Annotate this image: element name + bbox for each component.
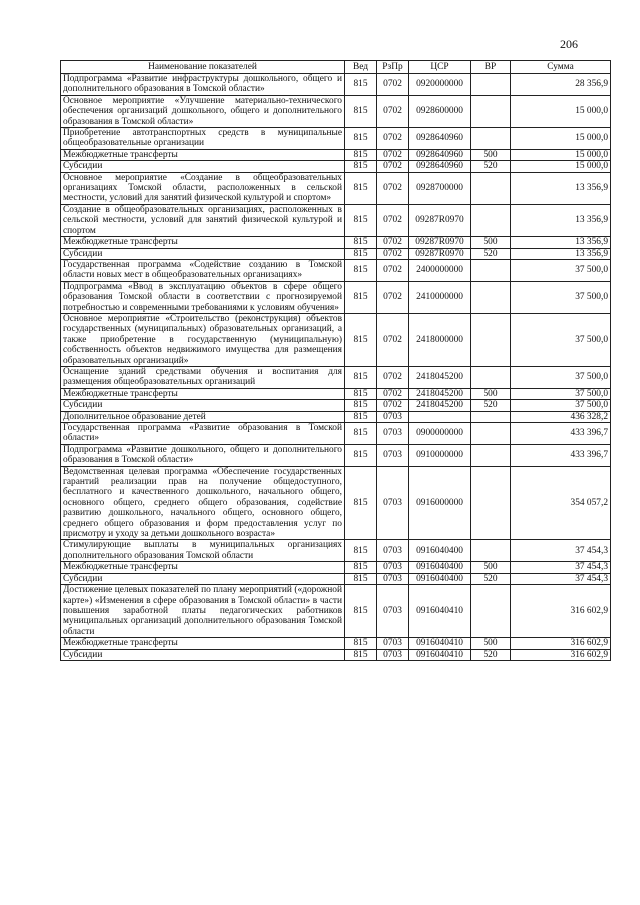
row-name: Субсидии xyxy=(61,161,345,172)
row-rzpr: 0703 xyxy=(377,562,409,573)
row-name: Основное мероприятие «Строительство (реконструкция) объектов государственных (муниципальных) образовательных организаций, а также приобретение в государственную (муниципальную) собственность объектов недвижимого имущества для размещения образовательных организаций» xyxy=(61,313,345,366)
row-rzpr: 0703 xyxy=(377,423,409,445)
row-ved: 815 xyxy=(345,237,377,248)
table-row xyxy=(61,248,611,259)
row-name: Межбюджетные трансферты xyxy=(61,388,345,399)
row-ved: 815 xyxy=(345,573,377,584)
row-name: Оснащение зданий средствами обучения и воспитания для размещения общеобразовательных организаций xyxy=(61,366,345,388)
row-sum: 436 328,2 xyxy=(511,411,611,422)
row-ved: 815 xyxy=(345,540,377,562)
row-sum: 37 500,0 xyxy=(511,400,611,411)
row-ved: 815 xyxy=(345,366,377,388)
row-sum: 316 602,9 xyxy=(511,649,611,660)
row-csr: 0928700000 xyxy=(409,172,471,204)
header-name: Наименование показателей xyxy=(61,61,345,74)
row-vr: 500 xyxy=(471,562,511,573)
row-name: Достижение целевых показателей по плану мероприятий («дорожной карте») «Изменения в сфере образования в Томской области» в части повышения заработной платы педагогических работников муниципальных организаций дополнительного образования Томской области xyxy=(61,585,345,638)
row-rzpr: 0702 xyxy=(377,149,409,160)
row-ved: 815 xyxy=(345,281,377,313)
header-row xyxy=(61,61,611,74)
row-vr xyxy=(471,204,511,236)
table-body xyxy=(61,74,611,661)
row-vr xyxy=(471,423,511,445)
row-ved: 815 xyxy=(345,444,377,466)
row-vr xyxy=(471,466,511,540)
row-name: Стимулирующие выплаты в муниципальных организациях дополнительного образования Томской области xyxy=(61,540,345,562)
row-rzpr: 0702 xyxy=(377,313,409,366)
row-sum: 37 500,0 xyxy=(511,313,611,366)
row-csr: 2418000000 xyxy=(409,313,471,366)
row-csr: 09287R0970 xyxy=(409,204,471,236)
row-csr: 0920000000 xyxy=(409,74,471,96)
row-sum: 316 602,9 xyxy=(511,585,611,638)
row-name: Межбюджетные трансферты xyxy=(61,237,345,248)
row-csr: 0916040410 xyxy=(409,585,471,638)
row-csr: 0916040410 xyxy=(409,649,471,660)
row-rzpr: 0702 xyxy=(377,95,409,127)
row-sum: 13 356,9 xyxy=(511,172,611,204)
row-rzpr: 0702 xyxy=(377,281,409,313)
row-csr: 2418045200 xyxy=(409,366,471,388)
row-rzpr: 0703 xyxy=(377,444,409,466)
row-vr xyxy=(471,540,511,562)
table-row xyxy=(61,259,611,281)
row-rzpr: 0702 xyxy=(377,161,409,172)
row-vr: 500 xyxy=(471,149,511,160)
row-sum: 316 602,9 xyxy=(511,638,611,649)
header-csr: ЦСР xyxy=(409,61,471,74)
row-ved: 815 xyxy=(345,400,377,411)
row-vr xyxy=(471,281,511,313)
row-ved: 815 xyxy=(345,388,377,399)
row-csr: 0900000000 xyxy=(409,423,471,445)
row-sum: 13 356,9 xyxy=(511,248,611,259)
row-sum: 433 396,7 xyxy=(511,444,611,466)
header-vr: ВР xyxy=(471,61,511,74)
row-vr: 520 xyxy=(471,400,511,411)
row-csr xyxy=(409,411,471,422)
table-row xyxy=(61,95,611,127)
row-ved: 815 xyxy=(345,172,377,204)
row-rzpr: 0702 xyxy=(377,128,409,150)
row-ved: 815 xyxy=(345,585,377,638)
row-rzpr: 0703 xyxy=(377,540,409,562)
row-ved: 815 xyxy=(345,149,377,160)
row-rzpr: 0703 xyxy=(377,585,409,638)
row-ved: 815 xyxy=(345,74,377,96)
table-row xyxy=(61,638,611,649)
row-vr: 520 xyxy=(471,161,511,172)
row-name: Основное мероприятие «Улучшение материально-технического обеспечения организаций дошкольного, общего и дополнительного образования в Томской области» xyxy=(61,95,345,127)
row-name: Государственная программа «Содействие созданию в Томской области новых мест в общеобразовательных организациях» xyxy=(61,259,345,281)
row-rzpr: 0703 xyxy=(377,638,409,649)
row-name: Субсидии xyxy=(61,573,345,584)
row-vr xyxy=(471,444,511,466)
row-rzpr: 0703 xyxy=(377,573,409,584)
row-vr: 500 xyxy=(471,237,511,248)
table-row xyxy=(61,540,611,562)
row-csr: 0916040400 xyxy=(409,562,471,573)
row-ved: 815 xyxy=(345,466,377,540)
page-number: 206 xyxy=(560,37,578,51)
row-ved: 815 xyxy=(345,562,377,573)
row-ved: 815 xyxy=(345,161,377,172)
table-row xyxy=(61,149,611,160)
table-row xyxy=(61,74,611,96)
row-csr: 2410000000 xyxy=(409,281,471,313)
row-vr xyxy=(471,585,511,638)
row-name: Основное мероприятие «Создание в общеобразовательных организациях Томской области, расположенных в сельской местности, условий для занятий физической культурой и спортом» xyxy=(61,172,345,204)
row-name: Межбюджетные трансферты xyxy=(61,562,345,573)
row-ved: 815 xyxy=(345,128,377,150)
row-ved: 815 xyxy=(345,204,377,236)
table-row xyxy=(61,388,611,399)
row-ved: 815 xyxy=(345,248,377,259)
row-ved: 815 xyxy=(345,638,377,649)
row-vr xyxy=(471,74,511,96)
table-row xyxy=(61,444,611,466)
row-csr: 0916000000 xyxy=(409,466,471,540)
table-header xyxy=(61,61,611,74)
row-name: Создание в общеобразовательных организациях, расположенных в сельской местности, условий для занятий физической культурой и спортом xyxy=(61,204,345,236)
row-name: Приобретение автотранспортных средств в муниципальные общеобразовательные организации xyxy=(61,128,345,150)
row-csr: 0928600000 xyxy=(409,95,471,127)
table-row xyxy=(61,562,611,573)
row-rzpr: 0702 xyxy=(377,74,409,96)
row-sum: 354 057,2 xyxy=(511,466,611,540)
table-row xyxy=(61,204,611,236)
table-row xyxy=(61,161,611,172)
row-sum: 13 356,9 xyxy=(511,237,611,248)
row-vr: 520 xyxy=(471,573,511,584)
row-name: Межбюджетные трансферты xyxy=(61,149,345,160)
row-vr xyxy=(471,128,511,150)
row-rzpr: 0703 xyxy=(377,411,409,422)
row-sum: 433 396,7 xyxy=(511,423,611,445)
row-rzpr: 0702 xyxy=(377,259,409,281)
row-rzpr: 0702 xyxy=(377,204,409,236)
row-ved: 815 xyxy=(345,95,377,127)
table-row xyxy=(61,573,611,584)
row-name: Государственная программа «Развитие образования в Томской области» xyxy=(61,423,345,445)
table-row xyxy=(61,172,611,204)
row-rzpr: 0702 xyxy=(377,388,409,399)
row-name: Дополнительное образование детей xyxy=(61,411,345,422)
row-sum: 37 454,3 xyxy=(511,562,611,573)
table-row xyxy=(61,281,611,313)
row-csr: 09287R0970 xyxy=(409,237,471,248)
row-sum: 37 500,0 xyxy=(511,388,611,399)
table-row xyxy=(61,423,611,445)
row-rzpr: 0702 xyxy=(377,400,409,411)
header-sum: Сумма xyxy=(511,61,611,74)
table-row xyxy=(61,411,611,422)
table-row xyxy=(61,237,611,248)
row-vr xyxy=(471,313,511,366)
row-csr: 0916040400 xyxy=(409,573,471,584)
header-ved: Вед xyxy=(345,61,377,74)
row-sum: 15 000,0 xyxy=(511,95,611,127)
row-rzpr: 0702 xyxy=(377,248,409,259)
row-sum: 15 000,0 xyxy=(511,161,611,172)
row-vr xyxy=(471,366,511,388)
table-row xyxy=(61,313,611,366)
row-csr: 0928640960 xyxy=(409,161,471,172)
row-ved: 815 xyxy=(345,313,377,366)
row-sum: 37 500,0 xyxy=(511,366,611,388)
row-sum: 13 356,9 xyxy=(511,204,611,236)
table-row xyxy=(61,366,611,388)
header-rzpr: РзПр xyxy=(377,61,409,74)
row-sum: 37 500,0 xyxy=(511,259,611,281)
row-csr: 2400000000 xyxy=(409,259,471,281)
row-sum: 15 000,0 xyxy=(511,149,611,160)
row-vr: 500 xyxy=(471,638,511,649)
row-ved: 815 xyxy=(345,259,377,281)
row-vr xyxy=(471,411,511,422)
row-csr: 2418045200 xyxy=(409,388,471,399)
budget-table xyxy=(60,60,611,661)
row-csr: 0916040400 xyxy=(409,540,471,562)
row-name: Межбюджетные трансферты xyxy=(61,638,345,649)
row-csr: 0928640960 xyxy=(409,149,471,160)
row-ved: 815 xyxy=(345,411,377,422)
row-rzpr: 0703 xyxy=(377,466,409,540)
row-name: Субсидии xyxy=(61,248,345,259)
row-rzpr: 0703 xyxy=(377,649,409,660)
row-vr: 520 xyxy=(471,649,511,660)
row-rzpr: 0702 xyxy=(377,237,409,248)
row-sum: 37 454,3 xyxy=(511,540,611,562)
row-name: Подпрограмма «Развитие дошкольного, общего и дополнительного образования в Томской области» xyxy=(61,444,345,466)
row-csr: 0910000000 xyxy=(409,444,471,466)
row-ved: 815 xyxy=(345,423,377,445)
table-row xyxy=(61,128,611,150)
row-sum: 28 356,9 xyxy=(511,74,611,96)
row-vr xyxy=(471,259,511,281)
row-csr: 0928640960 xyxy=(409,128,471,150)
table-row xyxy=(61,585,611,638)
row-csr: 09287R0970 xyxy=(409,248,471,259)
row-name: Подпрограмма «Развитие инфраструктуры дошкольного, общего и дополнительного образования в Томской области» xyxy=(61,74,345,96)
row-rzpr: 0702 xyxy=(377,172,409,204)
row-name: Подпрограмма «Ввод в эксплуатацию объектов в сфере общего образования Томской области в соответствии с прогнозируемой потребностью и современными требованиями к условиям обучения» xyxy=(61,281,345,313)
row-sum: 37 500,0 xyxy=(511,281,611,313)
row-name: Субсидии xyxy=(61,400,345,411)
row-vr: 520 xyxy=(471,248,511,259)
row-sum: 37 454,3 xyxy=(511,573,611,584)
row-name: Ведомственная целевая программа «Обеспечение государственных гарантий реализации прав на получение общедоступного, бесплатного и качественного дошкольного, начального общего, основного общего, среднего общего образования, содействие развитию дошкольного, начального общего, основного общего, среднего общего образования и форм предоставления услуг по присмотру и уходу за детьми дошкольного возраста» xyxy=(61,466,345,540)
row-sum: 15 000,0 xyxy=(511,128,611,150)
row-csr: 2418045200 xyxy=(409,400,471,411)
row-name: Субсидии xyxy=(61,649,345,660)
row-vr xyxy=(471,172,511,204)
row-ved: 815 xyxy=(345,649,377,660)
row-vr: 500 xyxy=(471,388,511,399)
table-row xyxy=(61,400,611,411)
table-row xyxy=(61,649,611,660)
row-csr: 0916040410 xyxy=(409,638,471,649)
table-row xyxy=(61,466,611,540)
row-vr xyxy=(471,95,511,127)
row-rzpr: 0702 xyxy=(377,366,409,388)
